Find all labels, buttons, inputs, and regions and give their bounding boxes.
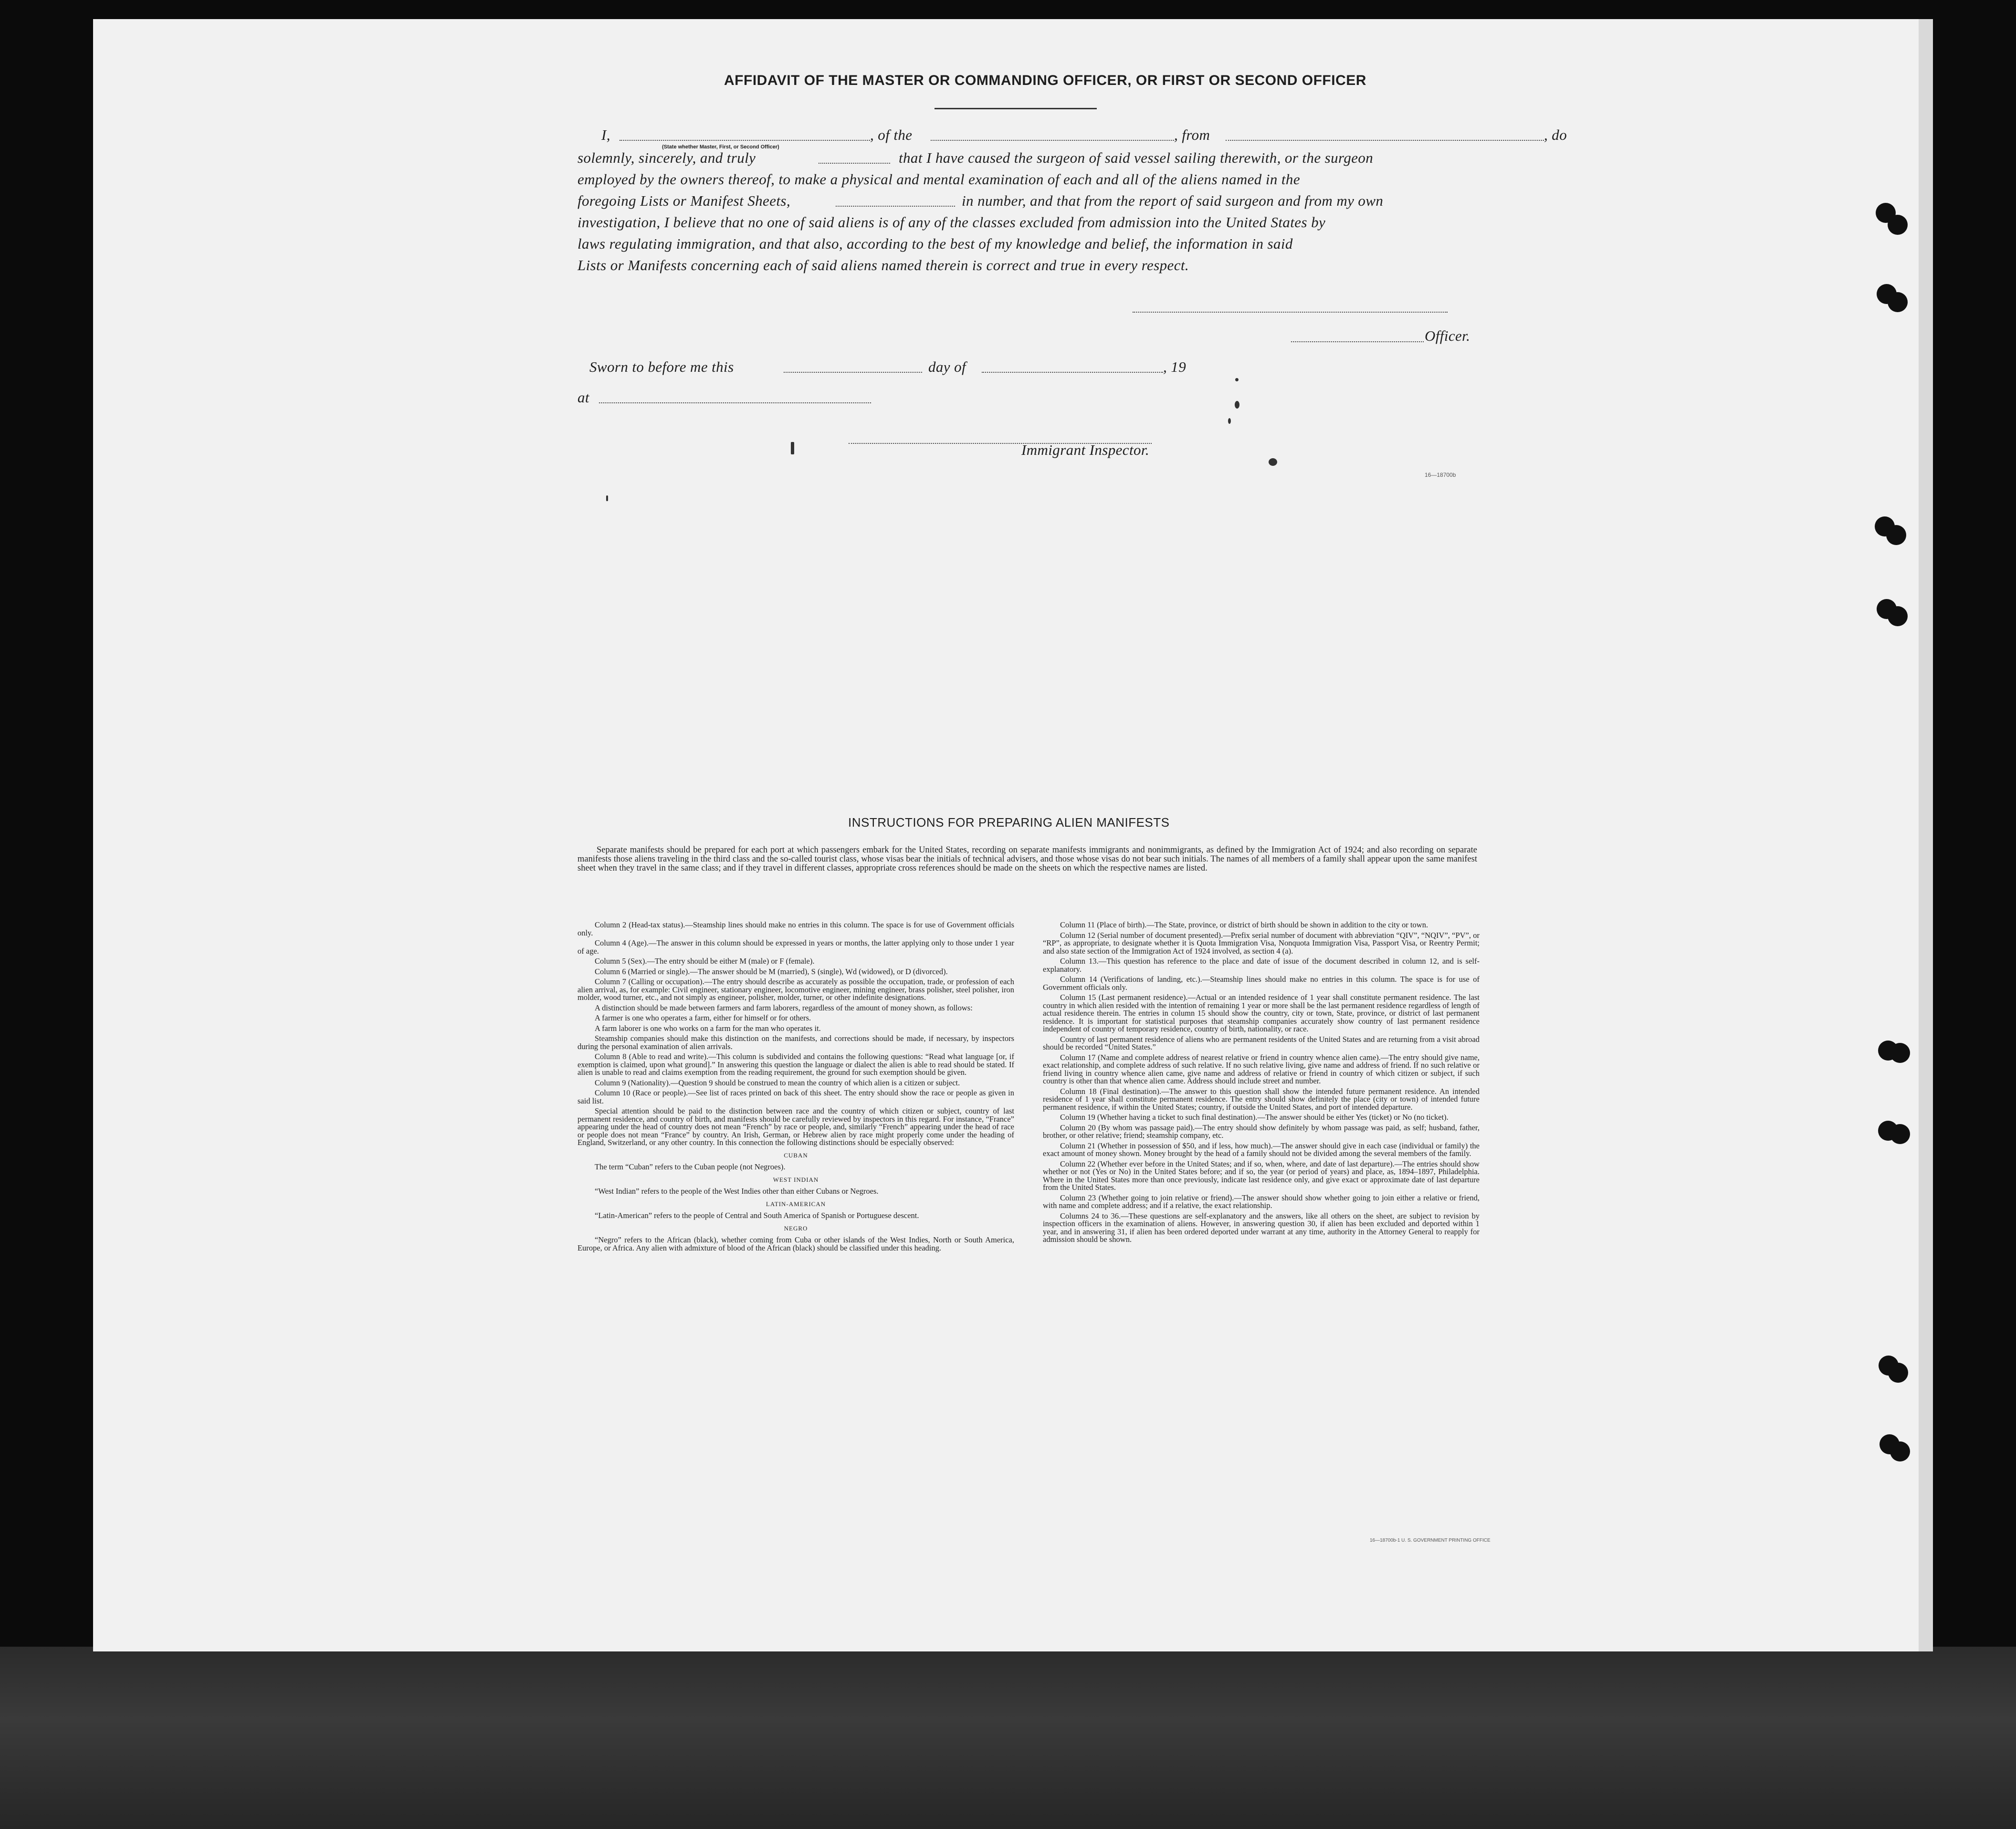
sworn-place-field[interactable] (599, 402, 871, 403)
sworn-day-field[interactable] (784, 372, 922, 373)
affidavit-from: , from (1174, 126, 1210, 143)
affidavit-line3: employed by the owners thereof, to make a physical and mental examination of each and all of the aliens named in the (578, 171, 1300, 188)
instr-col-15: Column 15 (Last permanent residence).—Actual or an intended residence of 1 year shall constitute permanent residence. The last country in which alien resided with the intention of remaining 1 year or more shall be the last permanent residence regardless of length of actual residence therein. The entries in column 15 should show the country, city or town, State, province, or district of last permanent residence. It is important for statistical purposes that steamship companies accurately show country of last permanent residence independent of country of temporary residence, country of birth, nationality, or race. (1043, 993, 1480, 1033)
officer-title-field[interactable] (1291, 341, 1424, 342)
affidavit-of-the: , of the (870, 126, 913, 143)
instr-farm-laborer: A farm laborer is one who works on a farm for the man who operates it. (595, 1023, 821, 1033)
ink-speck (1228, 418, 1231, 424)
instr-col-22: Column 22 (Whether ever before in the United States; and if so, when, where, and date of last departure).—The entries should show whether or not (Yes or No) in the United States before; and if so, the year (or period of years) and place, as, 1894–1897, Philadelphia. Where in the United States more than once previously, indicate last residence only, and give exact or approximate date of last departure from the United States. (1043, 1159, 1480, 1192)
instructions-footer-code: 16—18700b-1 U. S. GOVERNMENT PRINTING OFFICE (1370, 1538, 1491, 1543)
instr-negro: “Negro” refers to the African (black), whether coming from Cuba or other islands of the West Indies, North or South America, Europe, or Africa. Any alien with admixture of blood of the African (black) should be classified under this heading. (578, 1235, 1014, 1252)
instr-us-residents: Country of last permanent residence of aliens who are permanent residents of the United States and are returning from a visit abroad should be recorded “United States.” (1043, 1034, 1480, 1051)
instr-race-attention: Special attention should be paid to the distinction between race and the country of which citizen or subject, country of last permanent residence, and country of birth, and manifests should be carefully reviewed by inspectors in this regard. For instance, “France” appearing under the head of country does not mean “French” by race or people, and, similarly “French” appearing under the head of race or people does not mean “France” by country. An Irish, German, or Hebrew alien by race might properly come under the heading of England, Switzerland, or any other country. In this connection the following distinctions should be especially observed: (578, 1106, 1014, 1147)
instr-col-6: Column 6 (Married or single).—The answer should be M (married), S (single), Wd (widowed), or D (divorced). (595, 967, 948, 976)
instr-distinction: Steamship companies should make this distinction on the manifests, and corrections should be made, if necessary, by inspectors during the personal examination of alien arrivals. (578, 1034, 1014, 1051)
instr-col-24-36: Columns 24 to 36.—These questions are self-explanatory and the answers, like all others on the sheet, are subject to revision by inspection officers in the examination of aliens. However, in answering question 30, if alien has been excluded and deported within 1 year, and in answering 31, if alien has been ordered deported under warrant at any time, authority in the Attorney General to reapply for admission should be shown. (1043, 1211, 1480, 1244)
heading-cuban: CUBAN (784, 1151, 808, 1159)
instructions-intro (578, 846, 1477, 875)
punch-hole (1886, 525, 1906, 545)
instr-col-9: Column 9 (Nationality).—Question 9 should be construed to mean the country of which alien is a citizen or subject. (595, 1078, 960, 1087)
affidavit-line4-b: in number, and that from the report of said surgeon and from my own (962, 192, 1384, 209)
officer-rank-hint: (State whether Master, First, or Second Officer) (662, 144, 779, 150)
heading-negro: NEGRO (784, 1224, 808, 1232)
instr-col-4: Column 4 (Age).—The answer in this column should be expressed in years or months, the latter applying only to those under 1 year of age. (578, 938, 1014, 956)
ink-speck (1235, 401, 1239, 409)
instr-farmer: A farmer is one who operates a farm, either for himself or for others. (595, 1013, 811, 1022)
heading-latin-american: LATIN-AMERICAN (766, 1200, 826, 1208)
ink-speck (606, 495, 608, 501)
manifest-page (93, 19, 1933, 1651)
affidavit-line2-a: solemnly, sincerely, and truly (578, 149, 756, 166)
sworn-month-field[interactable] (982, 372, 1163, 373)
affidavit-i: I, (601, 126, 610, 143)
affidavit-line5: investigation, I believe that no one of said aliens is of any of the classes excluded from admission into the United States by (578, 214, 1326, 231)
intro-paragraph: Separate manifests should be prepared for each port at which passengers embark for the United States, recording on separate manifests immigrants and nonimmigrants, as defined by the Immigration Act of 1924; and also recording on separate manifests those aliens traveling in the third class and the so-called tourist class, whose visas bear the initials of technical advisers, and those whose visas do not bear such initials. The names of all members of a family shall appear upon the same manifest sheet when they travel in the same class; and if they travel in different classes, appropriate cross references should be made on the sheets on which the respective names are listed. (578, 845, 1477, 873)
officer-signature-line[interactable] (1133, 312, 1448, 313)
affidavit-title: AFFIDAVIT OF THE MASTER OR COMMANDING OFFICER, OR FIRST OR SECOND OFFICER (724, 73, 1366, 88)
instr-col-10: Column 10 (Race or people).—See list of races printed on back of this sheet. The entry should show the race or people as given in said list. (578, 1088, 1014, 1105)
day-of-text: day of (928, 358, 966, 375)
instr-latin-american: “Latin-American” refers to the people of Central and South America of Spanish or Portuguese descent. (595, 1211, 919, 1220)
instr-cuban: The term “Cuban” refers to the Cuban people (not Negroes). (595, 1162, 786, 1171)
affidavit-form-code: 16—18700b (1425, 472, 1456, 478)
title-underline (934, 108, 1097, 109)
punch-hole (1890, 1124, 1910, 1144)
port-from-field[interactable] (1226, 140, 1544, 141)
ink-speck (1235, 378, 1239, 381)
at-text: at (578, 389, 589, 406)
instr-col-5: Column 5 (Sex).—The entry should be either M (male) or F (female). (595, 957, 815, 966)
sworn-text: Sworn to before me this (589, 358, 734, 375)
instructions-title: INSTRUCTIONS FOR PREPARING ALIEN MANIFESTS (848, 815, 1170, 830)
instr-col-7: Column 7 (Calling or occupation).—The entry should describe as accurately as possible the occupation, trade, or profession of each alien arrival, as, for example: Civil engineer, stationary engineer, locomotive engineer, mining engineer, brass polisher, steel polisher, iron molder, wood turner, etc., and not simply as engineer, polisher, molder, turner, or other indefinite designations. (578, 977, 1014, 1002)
instr-col-18: Column 18 (Final destination).—The answer to this question shall show the intended future permanent residence. An intended residence of 1 year shall constitute permanent residence. The entry should show definitely the place (city or town) of intended future permanent residence, if within the United States; country, if outside the United States, and port of intended departure. (1043, 1086, 1480, 1112)
affidavit-do: , do (1544, 126, 1567, 143)
instr-col-23: Column 23 (Whether going to join relative or friend).—The answer should show whether going to join either a relative or friend, with name and complete address; and if a relative, the exact relationship. (1043, 1193, 1480, 1210)
sworn-year-prefix: , 19 (1163, 358, 1186, 375)
instructions-right-column (1043, 921, 1480, 1246)
instr-col-12: Column 12 (Serial number of document presented).—Prefix serial number of document with abbreviation “QIV”, “NQIV”, “PV”, or “RP”, as appropriate, to designate whether it is Quota Immigration Visa, Nonquota Immigration Visa, Passport Visa, or Reentry Permit; and also state section of the Immigration Act of 1924 involved, as section 4 (a). (1043, 930, 1480, 956)
affidavit-line7: Lists or Manifests concerning each of said aliens named therein is correct and true in every respect. (578, 257, 1189, 273)
instr-col-8: Column 8 (Able to read and write).—This column is subdivided and contains the following questions: “Read what language [or, if exemption is claimed, upon what ground].” In answering this question the language or dialect the alien is able to read should be stated. If alien is unable to read and claims exemption from the reading requirement, the ground for such exemption should be given. (578, 1052, 1014, 1077)
inspector-label: Immigrant Inspector. (1021, 441, 1150, 458)
instr-col-20: Column 20 (By whom was passage paid).—The entry should show definitely by whom passage was paid, as self; husband, father, brother, or other relative; friend; steamship company, etc. (1043, 1123, 1480, 1140)
vessel-name-field[interactable] (931, 140, 1174, 141)
punch-hole (1888, 606, 1908, 626)
instr-farmers-intro: A distinction should be made between farmers and farm laborers, regardless of the amount of money shown, as follows: (595, 1003, 973, 1012)
instr-col-2: Column 2 (Head-tax status).—Steamship lines should make no entries in this column. The space is for use of Government officials only. (578, 920, 1014, 937)
punch-hole (1890, 1441, 1910, 1461)
punch-hole (1888, 215, 1908, 235)
affidavit-line4-a: foregoing Lists or Manifest Sheets, (578, 192, 790, 209)
affidavit-line2-b: that I have caused the surgeon of said vessel sailing therewith, or the surgeon (899, 149, 1374, 166)
punch-hole (1890, 1043, 1910, 1063)
instr-col-19: Column 19 (Whether having a ticket to such final destination).—The answer should be either Yes (ticket) or No (no ticket). (1060, 1113, 1449, 1122)
heading-west-indian: WEST INDIAN (773, 1176, 819, 1183)
ink-speck (791, 442, 794, 454)
instr-col-17: Column 17 (Name and complete address of nearest relative or friend in country whence alien came).—The entry should give name, exact relationship, and complete address of such relative. If no such relative living, give name and address of friend. If no such relative or friend living in country whence alien came, give name and address of relative or friend in country of which citizen or subject, if such country is other than that whence alien came. Address should include street and number. (1043, 1052, 1480, 1085)
instr-west-indian: “West Indian” refers to the people of the West Indies other than either Cubans or Negroes. (595, 1187, 879, 1196)
scan-background (0, 1647, 2016, 1829)
officer-name-field[interactable] (620, 140, 870, 141)
alien-count-field[interactable] (836, 206, 955, 207)
instr-col-14: Column 14 (Verifications of landing, etc.).—Steamship lines should make no entries in this column. The space is for use of Government officials only. (1043, 975, 1480, 992)
affidavit-line6: laws regulating immigration, and that also, according to the best of my knowledge and belief, the information in said (578, 235, 1293, 252)
instructions-left-column (578, 921, 1014, 1254)
officer-label: Officer. (1425, 327, 1470, 344)
page-edge-shadow (1919, 19, 1933, 1651)
instr-col-11: Column 11 (Place of birth).—The State, province, or district of birth should be shown in addition to the city or town. (1060, 920, 1428, 929)
punch-hole (1888, 1363, 1908, 1383)
ink-speck (1269, 458, 1277, 466)
instr-col-21: Column 21 (Whether in possession of $50, and if less, how much).—The answer should give in each case (individual or family) the exact amount of money shown. Money brought by the head of a family should not be divided among the several members of the family. (1043, 1141, 1480, 1158)
instr-col-13: Column 13.—This question has reference to the place and date of issue of the document described in column 12, and is self-explanatory. (1043, 957, 1480, 974)
swear-or-affirm-field[interactable] (819, 163, 890, 164)
punch-hole (1888, 292, 1908, 312)
